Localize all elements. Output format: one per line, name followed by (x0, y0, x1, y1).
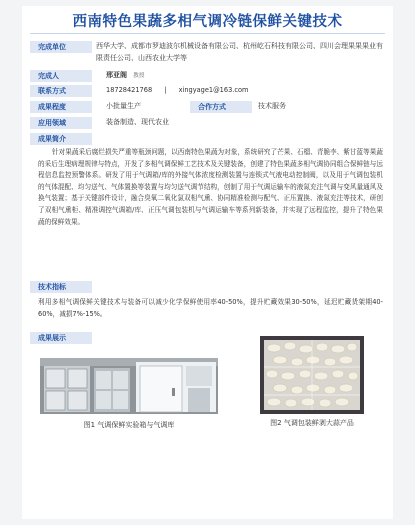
contact-email[interactable]: xingyage1@163.com (178, 86, 249, 94)
label-indicators: 技术指标 (30, 281, 92, 293)
value-maturity: 小批量生产 (106, 102, 141, 110)
label-unit: 完成单位 (30, 41, 92, 53)
value-cooperation: 技术服务 (258, 102, 286, 110)
label-person: 完成人 (30, 70, 92, 82)
intro-paragraph: 针对果蔬采后腐烂损失严重等瓶颈问题，以西南特色果蔬为对象，系统研究了芒果、石榴、青脆李、紫甘蓝等果蔬的采后生理病理规律与特点，开发了多相气调保鲜工艺技术及关键装备，创建了特色果蔬多相气调协同组合保鲜链与远程信息监控预警体系。研发了用于气调箱/库的外接气体浓度检测装置与连锁式气液电动控制阀，以及用于气调包装机的气体混配、均匀送气、气体置换等装置与均匀送气调节结构，创制了用于气调运输车的液氮充注气调与变风量通风及换气装置；基于关键部件设计，融合臭氧二氧化氯双相气熏、协同精准检测与配气、正压置换、液氮充注等技术，研创了双相气熏柜、精准调控气调箱/库、正压气调包装机与气调运输车等系列新装备，并实现了远程监控，提升了特色果蔬的保鲜效果。 (38, 148, 383, 226)
photo-garlic-packages (260, 336, 364, 414)
value-industry: 装备制造、现代农业 (106, 118, 169, 126)
value-contact (106, 85, 248, 97)
label-contact: 联系方式 (30, 85, 92, 97)
label-cooperation: 合作方式 (190, 101, 252, 113)
label-industry: 应用领域 (30, 117, 92, 129)
photo-storage-room (40, 358, 218, 414)
person-name: 邢亚阁 (106, 71, 127, 79)
value-unit: 西华大学、成都市罗迪波尔机械设备有限公司、杭州屹石科技有限公司、四川会理果果果业有限责任公司、山西农业大学等 (96, 42, 383, 62)
caption-figure-2: 图2 气调包装鲜剥大蒜产品 (270, 419, 354, 427)
person-title: 教授 (133, 73, 145, 79)
title-divider (30, 33, 385, 34)
label-maturity: 成果程度 (30, 101, 92, 113)
contact-separator: | (164, 86, 167, 94)
indicators-paragraph: 利用多相气调保鲜关键技术与装备可以减少化学保鲜使用率40-50%，提升贮藏效果30-50%，延迟贮藏货架期40-60%，减损7%-15%。 (38, 298, 383, 318)
contact-phone: 18728421768 (106, 86, 153, 94)
value-person (106, 70, 144, 83)
page-title: 西南特色果蔬多相气调冷链保鲜关键技术 (72, 14, 343, 30)
label-showcase: 成果展示 (30, 332, 92, 344)
label-intro: 成果简介 (30, 133, 92, 145)
document-page (22, 6, 393, 519)
caption-figure-1: 图1 气调保鲜实验箱与气调库 (83, 421, 175, 429)
